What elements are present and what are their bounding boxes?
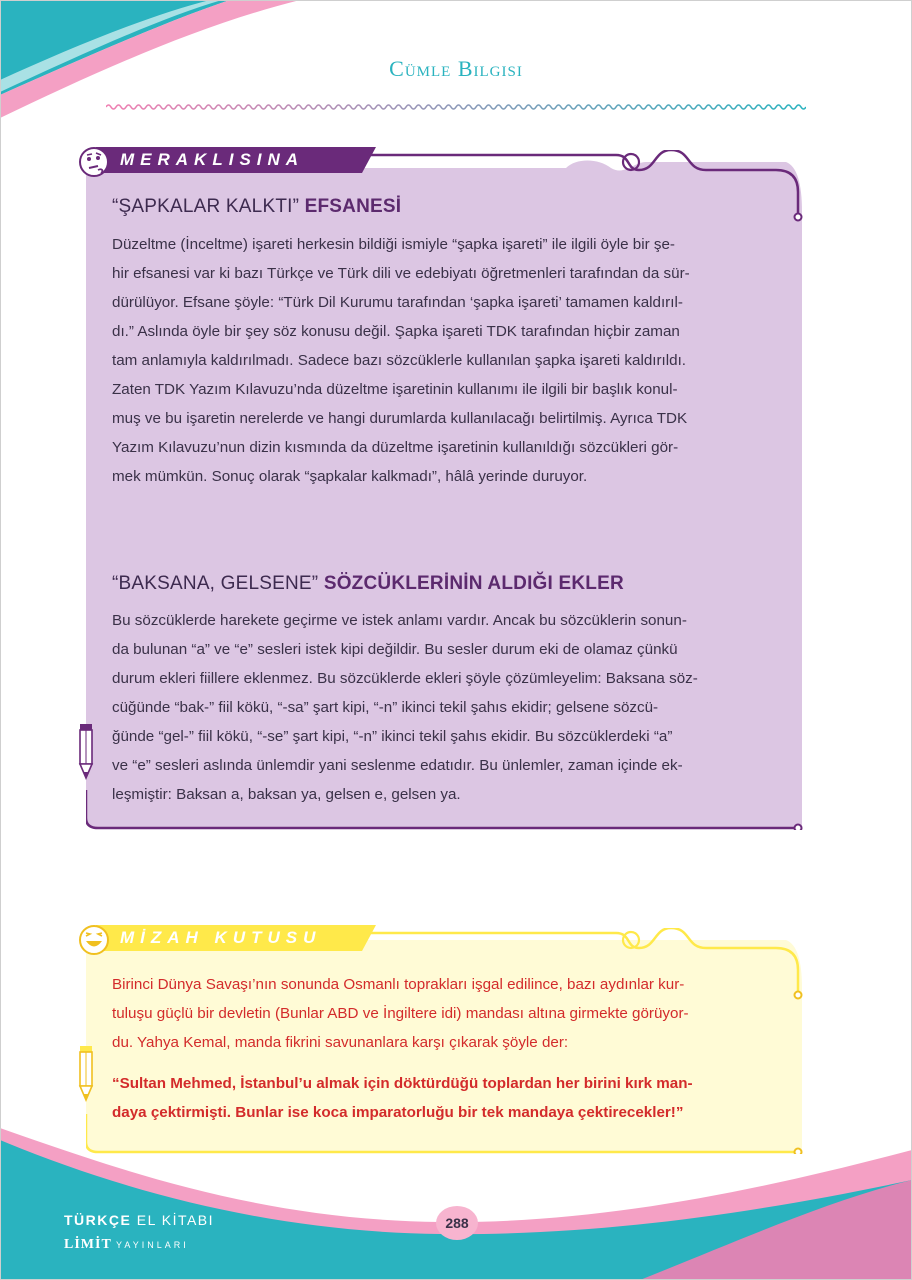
text-line: Düzeltme (İnceltme) işareti herkesin bildiği ismiyle “şapka işareti” ile ilgili öyle bir şe- bbox=[112, 236, 675, 253]
section-heading-light: “BAKSANA, GELSENE” bbox=[112, 573, 319, 594]
paragraph-sapkalar bbox=[112, 230, 776, 491]
footer-publisher bbox=[64, 1236, 189, 1253]
text-line: durum ekleri fiillere eklenmez. Bu sözcüklerde ekleri şöyle çözümleyelim: Baksana söz- bbox=[112, 670, 698, 687]
footer-publisher-bold: LİMİT bbox=[64, 1237, 112, 1252]
mizah-badge-label: MİZAH KUTUSU bbox=[120, 928, 322, 947]
meraklisina-badge-label: MERAKLISINA bbox=[120, 150, 305, 169]
text-line: du. Yahya Kemal, manda fikrini savunanlara karşı çıkarak şöyle der: bbox=[112, 1034, 569, 1051]
footer-brand-bold: TÜRKÇE bbox=[64, 1212, 132, 1228]
text-line: cüğünde “bak-” fiil kökü, “-sa” şart kipi, “-n” ikinci tekil şahıs ekidir; gelsene sözcü- bbox=[112, 699, 659, 716]
text-line: muş ve bu işaretin nerelerde ve hangi durumlarda kullanılacağı belirtilmiş. Ayrıca TDK bbox=[112, 410, 688, 427]
pencil-icon bbox=[76, 1044, 96, 1102]
text-line: Bu sözcüklerde harekete geçirme ve istek anlamı vardır. Ancak bu sözcüklerin sonun- bbox=[112, 612, 687, 629]
section-heading-sapkalar bbox=[112, 196, 401, 218]
text-line: mek mümkün. Sonuç olarak “şapkalar kalkmadı”, hâlâ yerinde duruyor. bbox=[112, 468, 588, 485]
text-line: Birinci Dünya Savaşı’nın sonunda Osmanlı toprakları işgal edilince, bazı aydınlar kur- bbox=[112, 976, 685, 993]
paragraph-mizah bbox=[112, 970, 776, 1057]
paragraph-baksana bbox=[112, 606, 776, 809]
text-line: Yazım Kılavuzu’nun dizin kısmında da düzeltme işaretinin kullanıldığı sözcükleri gör- bbox=[112, 439, 679, 456]
pencil-icon bbox=[76, 722, 96, 780]
text-line: hir efsanesi var ki bazı Türkçe ve Türk dili ve edebiyatı öğretmenleri tarafından da sür- bbox=[112, 265, 690, 282]
text-line: tam anlamıyla kaldırılmadı. Sadece bazı sözcüklerle kullanılan şapka işareti kaldırıldı. bbox=[112, 352, 687, 369]
text-line: da bulunan “a” ve “e” sesleri istek kipi değildir. Bu sesler durum eki de olamaz çünkü bbox=[112, 641, 678, 658]
footer-brand bbox=[64, 1212, 214, 1228]
section-heading-bold: SÖZCÜKLERİNİN ALDIĞI EKLER bbox=[323, 573, 624, 594]
section-heading-baksana bbox=[112, 573, 624, 595]
footer-decoration bbox=[0, 1120, 912, 1280]
footer-publisher-light: YAYINLARI bbox=[116, 1240, 189, 1250]
page-number: 288 bbox=[436, 1206, 478, 1240]
quote-line: “Sultan Mehmed, İstanbul’u almak için döktürdüğü toplardan her birini kırk man- bbox=[112, 1075, 693, 1092]
mizah-quote bbox=[112, 1069, 776, 1127]
text-line: ğünde “gel-” fiil kökü, “-se” şart kipi, “-n” ikinci tekil şahıs ekidir. Bu sözcüklerdeki “a” bbox=[112, 728, 673, 745]
section-heading-bold: EFSANESİ bbox=[304, 196, 402, 217]
section-heading-light: “ŞAPKALAR KALKTI” bbox=[112, 196, 300, 217]
thinking-face-icon bbox=[78, 146, 110, 178]
header-divider bbox=[106, 103, 806, 111]
laughing-face-icon bbox=[78, 924, 110, 956]
text-line: dı.” Aslında öyle bir şey söz konusu değil. Şapka işareti TDK tarafından hiçbir zaman bbox=[112, 323, 680, 340]
page-title: Cümle Bilgisi bbox=[389, 56, 523, 81]
text-line: tuluşu güçlü bir devletin (Bunlar ABD ve İngiltere idi) mandası altına girmekte görüyor- bbox=[112, 1005, 689, 1022]
text-line: ve “e” sesleri aslında ünlemdir yani seslenme edatıdır. Bu ünlemler, zaman içinde ek- bbox=[112, 757, 683, 774]
text-line: Zaten TDK Yazım Kılavuzu’nda düzeltme işaretinin kullanımı ile ilgili bir başlık konul- bbox=[112, 381, 678, 398]
text-line: dürülüyor. Efsane şöyle: “Türk Dil Kurumu tarafından ‘şapka işareti’ tamamen kaldırıl- bbox=[112, 294, 683, 311]
quote-line: daya çektirmişti. Bunlar ise koca imparatorluğu bir tek mandaya çektirecekler!” bbox=[112, 1104, 684, 1121]
text-line: leşmiştir: Baksan a, baksan ya, gelsen e, gelsen ya. bbox=[112, 786, 461, 803]
footer-brand-light: EL KİTABI bbox=[136, 1212, 215, 1228]
